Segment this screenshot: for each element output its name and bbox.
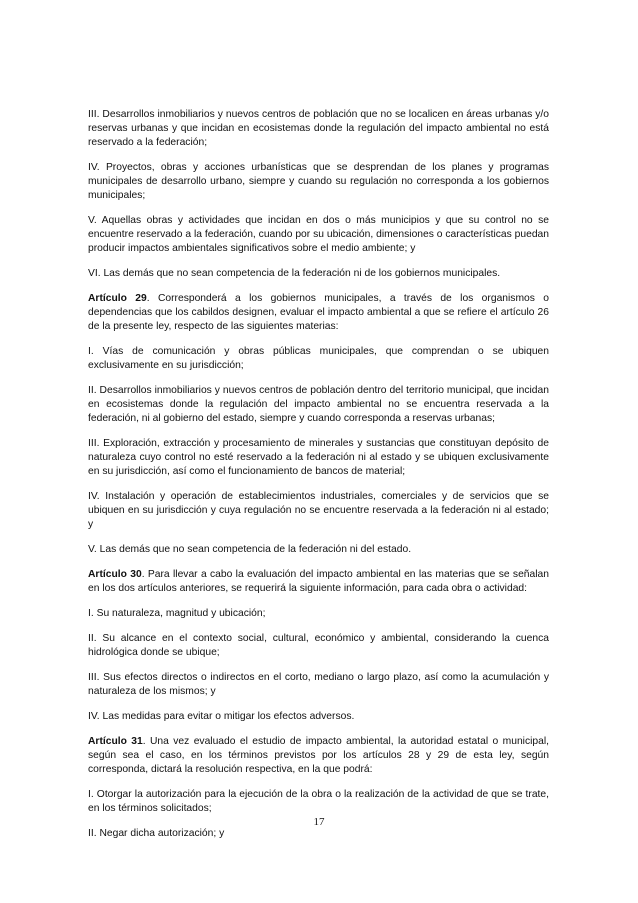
paragraph-text: I. Otorgar la autorización para la ejecución de la obra o la realización de la actividad de que se trate, en los términos solicitados; [88, 789, 549, 814]
paragraph-text: IV. Proyectos, obras y acciones urbanísticas que se desprendan de los planes y programas municipales de desarrollo urbano, siempre y cuando su regulación no corresponda a los gobiernos municipales; [88, 162, 549, 201]
paragraph-text: II. Su alcance en el contexto social, cultural, económico y ambiental, considerando la cuenca hidrológica donde se ubique; [88, 633, 549, 658]
article-heading: Artículo 31 [88, 736, 143, 747]
paragraph-i-naturaleza [88, 607, 549, 621]
paragraph-iv-instalacion [88, 490, 549, 532]
article-30 [88, 568, 549, 596]
paragraph-ii-alcance [88, 632, 549, 660]
paragraph-text: III. Desarrollos inmobiliarios y nuevos centros de población que no se localicen en áreas urbanas y/o reservas urbanas y que incidan en ecosistemas donde la regulación del impacto ambiental no está reservado a la federación; [88, 109, 549, 148]
paragraph-ii-desarrollos [88, 384, 549, 426]
paragraph-i-vias [88, 345, 549, 373]
paragraph-iii-exploracion [88, 437, 549, 479]
paragraph-text: . Para llevar a cabo la evaluación del impacto ambiental en las materias que se señalan en los dos artículos anteriores, se requerirá la siguiente información, para cada obra o actividad: [88, 569, 549, 594]
paragraph-text: . Corresponderá a los gobiernos municipales, a través de los organismos o dependencias que los cabildos designen, evaluar el impacto ambiental a que se refiere el artículo 26 de la presente ley, respecto de las siguientes materias: [88, 293, 549, 332]
paragraph-iv-medidas [88, 710, 549, 724]
paragraph-i-otorgar [88, 788, 549, 816]
paragraph-text: III. Sus efectos directos o indirectos en el corto, mediano o largo plazo, así como la acumulación y naturaleza de los mismos; y [88, 672, 549, 697]
article-heading: Artículo 30 [88, 569, 142, 580]
article-29 [88, 292, 549, 334]
article-31 [88, 735, 549, 777]
paragraph-text: V. Aquellas obras y actividades que incidan en dos o más municipios y que su control no se encuentre reservado a la federación, cuando por su ubicación, dimensiones o características puedan producir impactos ambientales significativos sobre el medio ambiente; y [88, 215, 549, 254]
paragraph-text: VI. Las demás que no sean competencia de la federación ni de los gobiernos municipales. [88, 268, 501, 279]
paragraph-v-las-demas [88, 543, 549, 557]
paragraph-iv-proyectos [88, 161, 549, 203]
paragraph-text: I. Su naturaleza, magnitud y ubicación; [88, 608, 266, 619]
paragraph-text: IV. Instalación y operación de establecimientos industriales, comerciales y de servicios que se ubiquen en su jurisdicción y cuya regulación no se encuentre reservada a la federación ni al estado; y [88, 491, 549, 530]
paragraph-text: II. Negar dicha autorización; y [88, 828, 225, 839]
paragraph-v-aquellas-obras [88, 214, 549, 256]
paragraph-iii-efectos [88, 671, 549, 699]
paragraph-text: . Una vez evaluado el estudio de impacto ambiental, la autoridad estatal o municipal, según sea el caso, en los términos previstos por los artículos 28 y 29 de esta ley, según corresponda, dictará la resolución respectiva, en la que podrá: [88, 736, 549, 775]
paragraph-text: III. Exploración, extracción y procesamiento de minerales y sustancias que constituyan depósito de naturaleza cuyo control no esté reservado a la federación ni al estado y se ubiquen exclusivamente en su jurisdicción, así como el funcionamiento de bancos de material; [88, 438, 549, 477]
paragraph-text: I. Vías de comunicación y obras públicas municipales, que comprendan o se ubiquen exclusivamente en su jurisdicción; [88, 346, 549, 371]
article-heading: Artículo 29 [88, 293, 147, 304]
document-body [88, 108, 549, 852]
page-number: 17 [313, 816, 325, 828]
paragraph-text: IV. Las medidas para evitar o mitigar los efectos adversos. [88, 711, 355, 722]
paragraph-vi-las-demas [88, 267, 549, 281]
paragraph-text: II. Desarrollos inmobiliarios y nuevos centros de población dentro del territorio municipal, que incidan en ecosistemas donde la regulación del impacto ambiental no se encuentra reservada a la federación, ni al gobierno del estado, siempre y cuando corresponda a reservas urbanas; [88, 385, 549, 424]
paragraph-ii-negar [88, 827, 549, 841]
paragraph-text: V. Las demás que no sean competencia de la federación ni del estado. [88, 544, 412, 555]
paragraph-iii-desarrollos [88, 108, 549, 150]
